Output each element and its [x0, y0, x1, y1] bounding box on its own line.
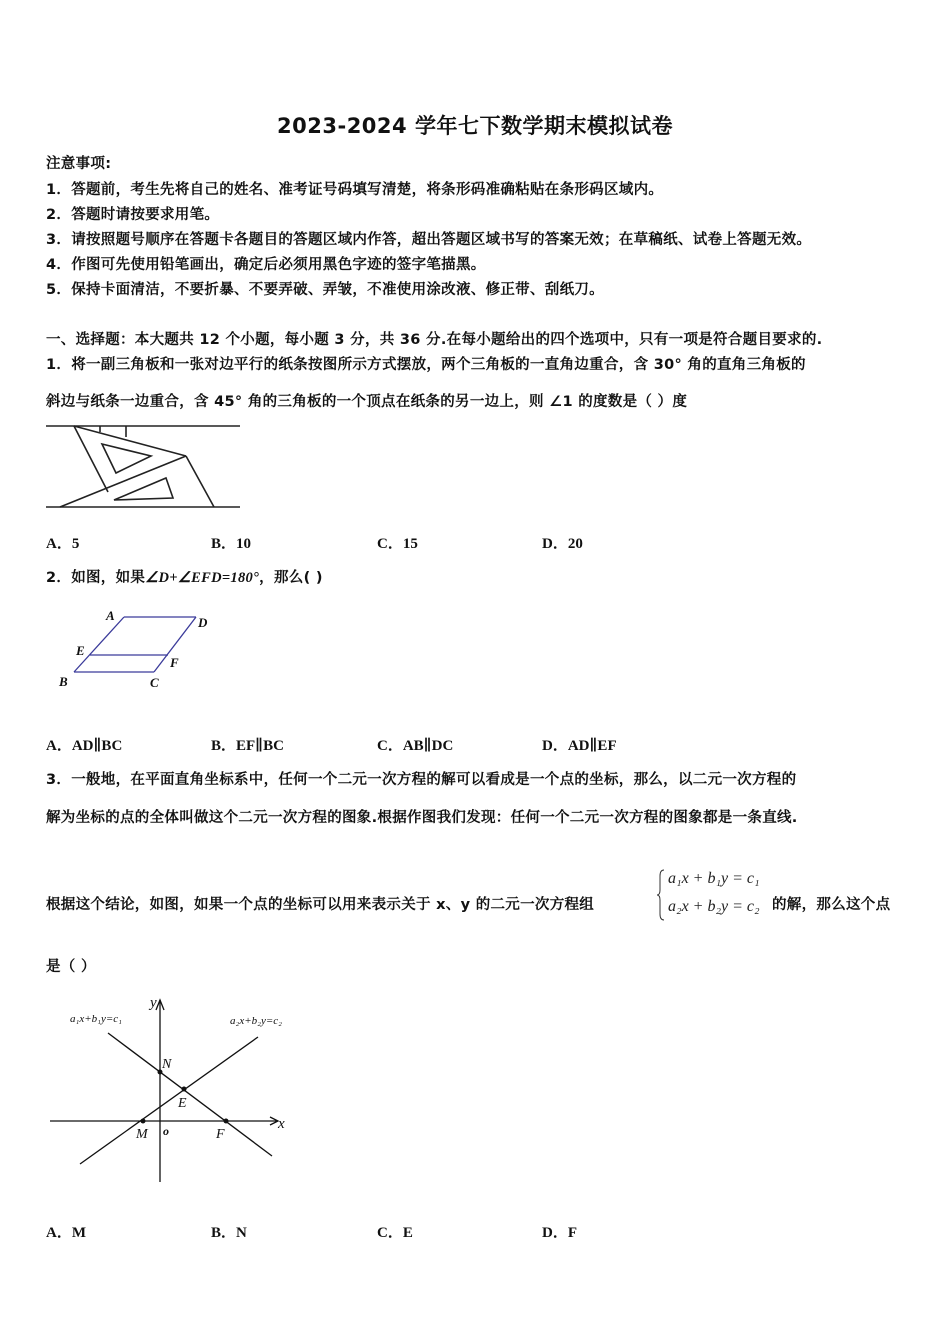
- label-c: C: [150, 675, 159, 690]
- question-3-option-d[interactable]: D．F: [542, 1225, 577, 1241]
- axis-y-label: y: [150, 995, 157, 1011]
- question-3-line-1: 3．一般地，在平面直角坐标系中，任何一个二元一次方程的解可以看成是一个点的坐标，那么，以二元一次方程的: [46, 772, 797, 788]
- question-1-line-1: 1．将一副三角板和一张对边平行的纸条按图所示方式摆放，两个三角板的一直角边重合，含 30° 角的直角三角板的: [46, 357, 806, 373]
- question-2-option-c[interactable]: C．AB∥DC: [377, 738, 454, 754]
- label-a: A: [106, 608, 115, 623]
- question-3-option-b[interactable]: B．N: [211, 1225, 247, 1241]
- notice-heading: 注意事项:: [46, 156, 112, 172]
- question-3-line-4: 是（ ）: [46, 959, 96, 975]
- axis-x-label: x: [278, 1116, 285, 1132]
- line-1-label: a₁x+b₁y=c₁: [70, 1013, 122, 1025]
- question-3-line-3-suffix: 的解，那么这个点: [772, 897, 891, 913]
- point-e-label: E: [178, 1096, 187, 1111]
- label-b: B: [59, 674, 68, 689]
- origin-label: o: [163, 1124, 169, 1138]
- set-squares-figure: [46, 420, 242, 514]
- question-1-option-b[interactable]: B．10: [211, 536, 252, 552]
- point-n-label: N: [162, 1057, 172, 1072]
- page-title: 2023-2024 学年七下数学期末模拟试卷: [277, 114, 673, 138]
- question-3-line-2: 解为坐标的点的全体叫做这个二元一次方程的图象.根据作图我们发现：任何一个二元一次方程的图象都是一条直线.: [46, 810, 798, 826]
- notice-item: 4．作图可先使用铅笔画出，确定后必须用黑色字迹的签字笔描黑。: [46, 257, 486, 273]
- question-2-option-a[interactable]: A．AD∥BC: [46, 738, 123, 754]
- notice-item: 1．答题前，考生先将自己的姓名、准考证号码填写清楚，将条形码准确粘贴在条形码区域内。: [46, 182, 664, 198]
- question-3-option-a[interactable]: A．M: [46, 1225, 86, 1241]
- notice-item: 2．答题时请按要求用笔。: [46, 207, 220, 223]
- question-1-option-a[interactable]: A．5: [46, 536, 80, 552]
- question-2-stem: [46, 566, 323, 587]
- question-1-line-2: 斜边与纸条一边重合，含 45° 角的三角板的一个顶点在纸条的另一边上，则 ∠1 的度数是（ ）度: [46, 394, 688, 410]
- equation-system: [656, 868, 768, 922]
- question-3-line-3-prefix: 根据这个结论，如图，如果一个点的坐标可以用来表示关于 x、y 的二元一次方程组: [46, 897, 595, 913]
- section-heading: 一、选择题：本大题共 12 个小题，每小题 3 分，共 36 分.在每小题给出的四个选项中，只有一项是符合题目要求的.: [46, 332, 823, 348]
- question-2-stem-suffix: ，那么( ): [259, 570, 323, 586]
- equation-1: a₁x + b₁y = c₁: [668, 870, 760, 887]
- parallelogram-figure: [54, 608, 224, 694]
- question-2-option-b[interactable]: B．EF∥BC: [211, 738, 284, 754]
- label-d: D: [198, 615, 208, 630]
- label-e: E: [76, 643, 85, 658]
- point-f-label: F: [216, 1127, 225, 1142]
- left-brace-icon: [656, 868, 666, 922]
- coordinate-figure: [46, 992, 296, 1188]
- question-1-option-d[interactable]: D．20: [542, 536, 583, 552]
- question-2-stem-prefix: 2．如图，如果: [46, 570, 146, 586]
- point-m-label: M: [136, 1127, 148, 1142]
- question-2-stem-math: ∠D+∠EFD=180°: [145, 570, 260, 586]
- question-3-option-c[interactable]: C．E: [377, 1225, 413, 1241]
- label-f: F: [170, 655, 179, 670]
- notice-item: 3．请按照题号顺序在答题卡各题目的答题区域内作答，超出答题区域书写的答案无效；在草稿纸、试卷上答题无效。: [46, 232, 812, 248]
- question-1-option-c[interactable]: C．15: [377, 536, 418, 552]
- question-2-option-d[interactable]: D．AD∥EF: [542, 738, 617, 754]
- notice-item: 5．保持卡面清洁，不要折暴、不要弄破、弄皱，不准使用涂改液、修正带、刮纸刀。: [46, 282, 604, 298]
- line-2-label: a₂x+b₂y=c₂: [230, 1015, 282, 1027]
- equation-2: a₂x + b₂y = c₂: [668, 898, 760, 915]
